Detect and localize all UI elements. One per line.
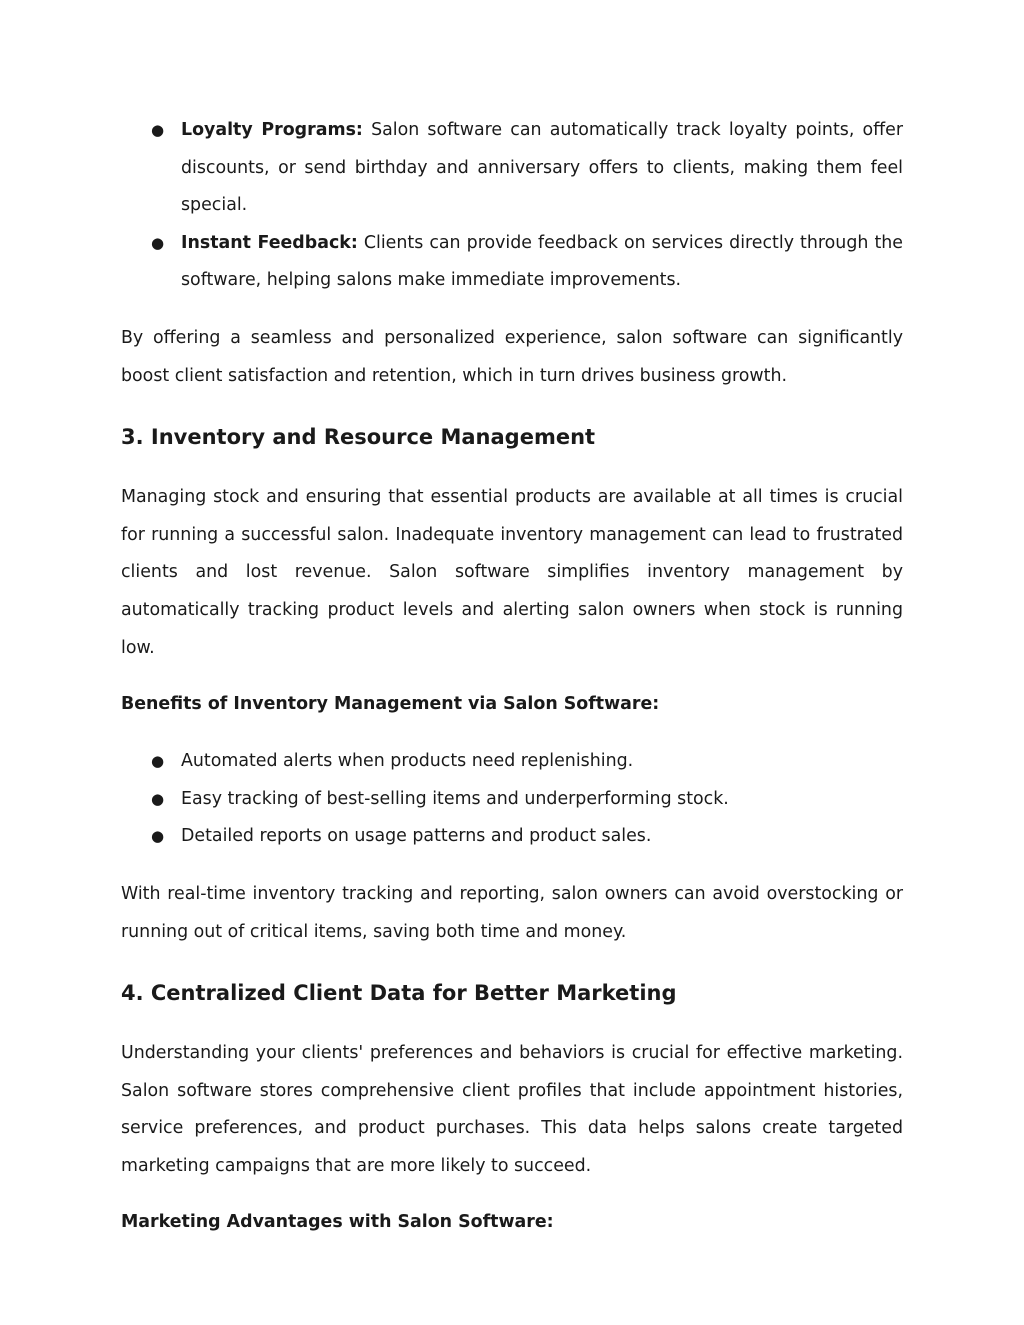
section-3-heading: 3. Inventory and Resource Management — [121, 425, 596, 450]
intro-paragraph: By offering a seamless and personalized experience, salon software can significantly boost client satisfaction and retention, which in turn drives business growth. — [121, 327, 903, 386]
bullet-lead: Loyalty Programs: — [181, 120, 363, 140]
section-3-closing: With real-time inventory tracking and reporting, salon owners can avoid overstocking or running out of critical items, saving both time and money. — [121, 883, 903, 942]
intro-bullet-list — [121, 112, 903, 300]
list-item — [121, 781, 903, 819]
bullet-text: Clients can provide feedback on services directly through the software, helping salons make immediate improvements. — [181, 232, 904, 291]
section-4-subheading: Marketing Advantages with Salon Software: — [121, 1212, 554, 1233]
list-item — [121, 743, 903, 781]
list-item — [121, 818, 903, 856]
bullet-icon: ● — [151, 827, 165, 846]
document-body — [121, 112, 903, 1237]
bullet-text: Detailed reports on usage patterns and product sales. — [181, 826, 652, 847]
list-item-instant-feedback — [121, 225, 903, 300]
section-3-subheading: Benefits of Inventory Management via Salon Software: — [121, 694, 660, 715]
bullet-lead: Instant Feedback: — [181, 232, 358, 253]
bullet-icon: ● — [151, 789, 165, 808]
section-4-heading: 4. Centralized Client Data for Better Marketing — [121, 981, 677, 1006]
bullet-icon: ● — [151, 233, 165, 252]
bullet-icon: ● — [151, 121, 165, 139]
section-3-bullet-list — [121, 743, 903, 856]
bullet-text: Easy tracking of best-selling items and underperforming stock. — [181, 788, 729, 809]
bullet-text: Salon software can automatically track loyalty points, offer discounts, or send birthday and anniversary offers to clients, making them feel special. — [181, 120, 903, 216]
bullet-icon: ● — [151, 752, 165, 771]
bullet-text: Automated alerts when products need replenishing. — [181, 751, 634, 772]
section-4-paragraph: Understanding your clients' preferences and behaviors is crucial for effective marketing. Salon software stores comprehensive client profiles that include appointment histories, service preferences, and product purchases. This data helps salons create targeted marketing campaigns that are more likely to succeed. — [121, 1043, 903, 1176]
section-3-paragraph: Managing stock and ensuring that essential products are available at all times is crucial for running a successful salon. Inadequate inventory management can lead to frustrated clients and lost revenue. Salon software simplifies inventory management by automatically tracking product levels and alerting salon owners when stock is running low. — [121, 487, 903, 658]
list-item-loyalty-programs — [121, 112, 903, 225]
